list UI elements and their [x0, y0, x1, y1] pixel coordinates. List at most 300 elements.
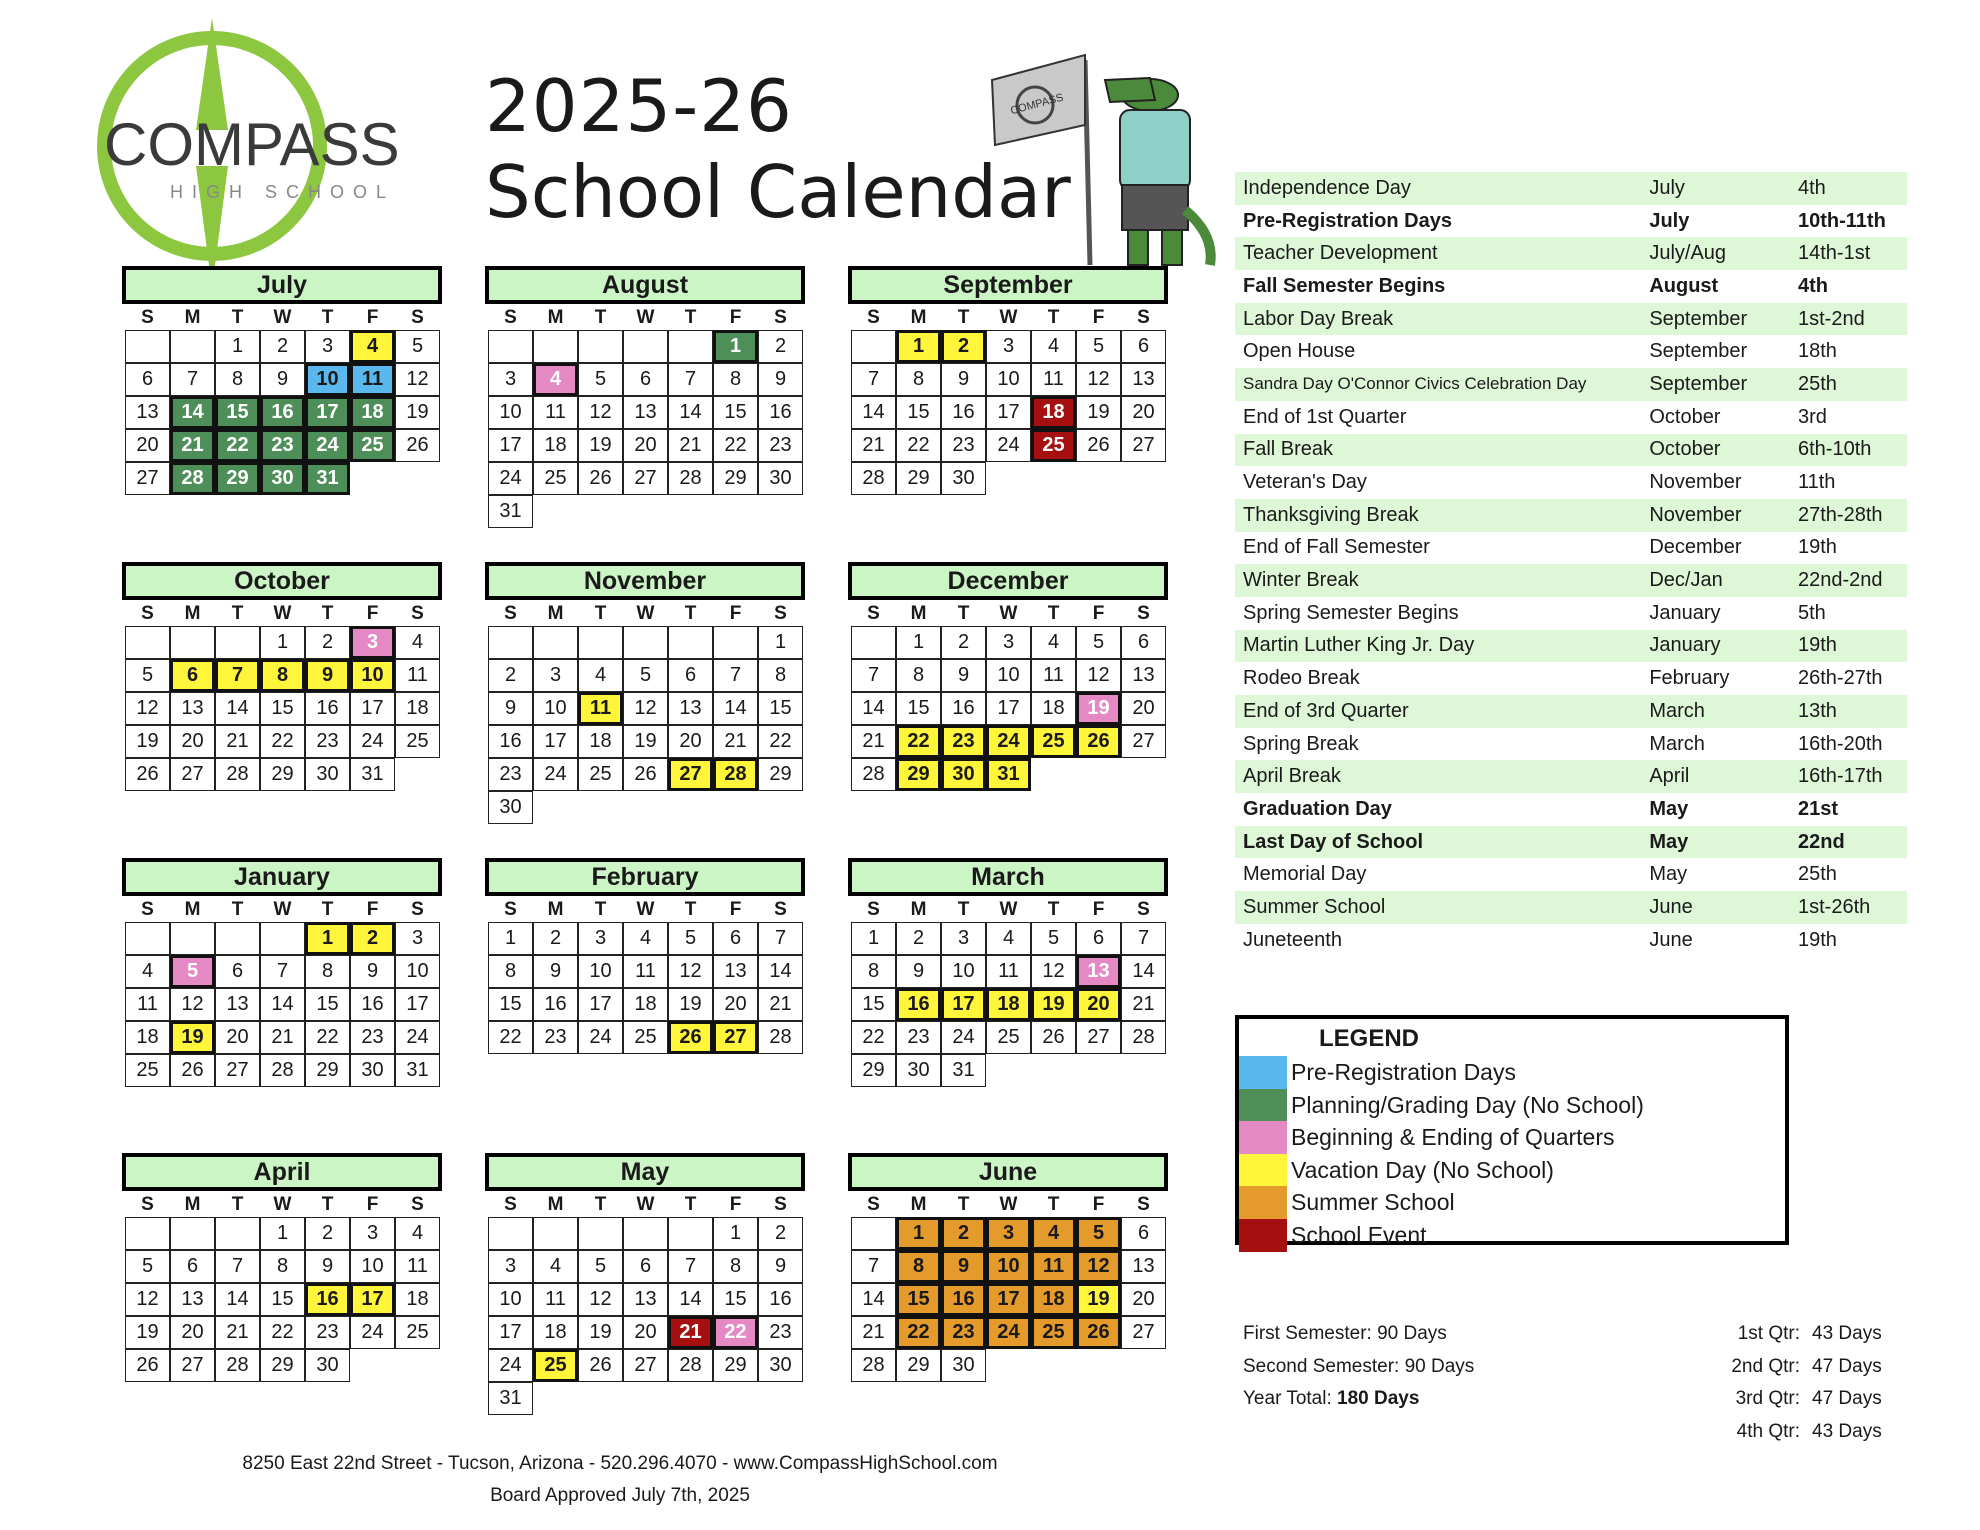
- weekday-letter: S: [141, 899, 154, 920]
- empty-day-cell: [170, 1217, 215, 1250]
- day-cell: 12: [1076, 659, 1121, 692]
- legend-label: Beginning & Ending of Quarters: [1291, 1124, 1615, 1150]
- legend-box: [1235, 1015, 1789, 1248]
- day-cell: 6: [668, 659, 713, 692]
- day-cell: 25: [395, 1316, 440, 1349]
- weekday-letter: T: [957, 603, 970, 624]
- weekday-letter: T: [321, 899, 334, 920]
- day-cell: 19: [170, 1021, 215, 1054]
- day-cell: 22: [260, 1316, 305, 1349]
- day-cell: 8: [713, 363, 758, 396]
- month-header: September: [848, 266, 1168, 304]
- day-cell: 8: [488, 955, 533, 988]
- weekday-letter: S: [141, 603, 154, 624]
- day-cell: 13: [623, 396, 668, 429]
- day-cell: 23: [533, 1021, 578, 1054]
- month-october: [122, 562, 442, 791]
- day-cell: 27: [170, 1349, 215, 1382]
- empty-day-cell: [488, 626, 533, 659]
- event-month: October: [1649, 405, 1721, 428]
- weekday-letter: F: [366, 307, 379, 328]
- day-cell: 16: [260, 396, 305, 429]
- empty-day-cell: [125, 922, 170, 955]
- day-cell: 5: [125, 659, 170, 692]
- empty-day-cell: [533, 1217, 578, 1250]
- day-cell: 22: [305, 1021, 350, 1054]
- event-name: Open House: [1243, 340, 1356, 363]
- event-name: Sandra Day O'Connor Civics Celebration Day: [1243, 374, 1587, 394]
- empty-day-cell: [851, 1217, 896, 1250]
- month-september: [848, 266, 1168, 495]
- quarter-label: 3rd Qtr:: [1735, 1388, 1800, 1409]
- weekday-letter: W: [636, 603, 655, 624]
- day-cell: 5: [623, 659, 668, 692]
- day-cell: 22: [488, 1021, 533, 1054]
- day-cell: 25: [125, 1054, 170, 1087]
- weekday-letter: W: [273, 603, 292, 624]
- day-cell: 3: [986, 626, 1031, 659]
- day-cell: 2: [941, 1217, 986, 1250]
- event-month: November: [1649, 471, 1742, 494]
- svg-text:COMPASS: COMPASS: [1009, 91, 1065, 118]
- weekday-letter: S: [411, 1194, 424, 1215]
- day-cell: 13: [170, 692, 215, 725]
- event-name: Winter Break: [1243, 569, 1359, 592]
- event-dates: 25th: [1797, 372, 1837, 395]
- empty-day-cell: [488, 330, 533, 363]
- day-cell: 29: [260, 758, 305, 791]
- day-cell: 3: [941, 922, 986, 955]
- day-cell: 16: [758, 396, 803, 429]
- day-cell: 24: [533, 758, 578, 791]
- day-cell: 3: [350, 1217, 395, 1250]
- day-cell: 5: [170, 955, 215, 988]
- event-row: [1235, 270, 1907, 303]
- event-row: [1235, 826, 1907, 859]
- month-february: [485, 858, 805, 1054]
- day-cell: 23: [350, 1021, 395, 1054]
- day-cell: 3: [305, 330, 350, 363]
- day-cell: 3: [488, 1250, 533, 1283]
- event-dates: 4th: [1797, 176, 1826, 199]
- empty-day-cell: [215, 1217, 260, 1250]
- event-row: [1235, 924, 1907, 957]
- day-cell: 30: [305, 1349, 350, 1382]
- day-cell: 31: [305, 462, 350, 495]
- weekday-row: [125, 600, 442, 626]
- legend-swatch: [1239, 1121, 1287, 1154]
- day-cell: 17: [986, 396, 1031, 429]
- day-cell: 12: [578, 1283, 623, 1316]
- day-cell: 25: [578, 758, 623, 791]
- weekday-letter: F: [366, 899, 379, 920]
- day-cell: 26: [125, 1349, 170, 1382]
- day-cell: 30: [941, 758, 986, 791]
- event-dates: 22nd: [1797, 830, 1845, 853]
- day-cell: 15: [758, 692, 803, 725]
- day-cell: 24: [395, 1021, 440, 1054]
- day-cell: 13: [215, 988, 260, 1021]
- day-cell: 24: [986, 1316, 1031, 1349]
- day-cell: 28: [170, 462, 215, 495]
- day-cell: 17: [533, 725, 578, 758]
- second-semester-days: Second Semester: 90 Days: [1243, 1355, 1475, 1377]
- day-cell: 16: [896, 988, 941, 1021]
- day-cell: 1: [713, 330, 758, 363]
- event-name: Teacher Development: [1243, 242, 1438, 265]
- day-cell: 1: [215, 330, 260, 363]
- day-cell: 18: [395, 1283, 440, 1316]
- day-grid: [125, 626, 442, 791]
- day-cell: 7: [668, 363, 713, 396]
- day-cell: 18: [350, 396, 395, 429]
- day-cell: 6: [1121, 1217, 1166, 1250]
- day-cell: 27: [125, 462, 170, 495]
- day-cell: 7: [851, 363, 896, 396]
- day-cell: 11: [533, 396, 578, 429]
- day-cell: 3: [350, 626, 395, 659]
- weekday-letter: M: [184, 1194, 201, 1215]
- day-cell: 28: [713, 758, 758, 791]
- day-grid: [125, 1217, 442, 1382]
- day-cell: 6: [1121, 626, 1166, 659]
- day-cell: 4: [125, 955, 170, 988]
- quarter-label: 1st Qtr:: [1737, 1323, 1800, 1344]
- day-cell: 31: [941, 1054, 986, 1087]
- day-cell: 19: [668, 988, 713, 1021]
- empty-day-cell: [668, 330, 713, 363]
- event-dates: 16th-17th: [1797, 765, 1883, 788]
- legend-label: Vacation Day (No School): [1291, 1156, 1554, 1183]
- month-header: March: [848, 858, 1168, 896]
- day-cell: 17: [395, 988, 440, 1021]
- day-cell: 4: [533, 363, 578, 396]
- day-cell: 25: [533, 1349, 578, 1382]
- weekday-letter: T: [594, 603, 607, 624]
- day-cell: 22: [260, 725, 305, 758]
- day-cell: 27: [215, 1054, 260, 1087]
- weekday-letter: T: [321, 307, 334, 328]
- day-cell: 31: [986, 758, 1031, 791]
- empty-day-cell: [578, 1217, 623, 1250]
- event-name: Spring Semester Begins: [1243, 601, 1459, 624]
- day-cell: 21: [851, 725, 896, 758]
- first-semester-days: First Semester: 90 Days: [1243, 1323, 1447, 1344]
- weekday-letter: W: [273, 1194, 292, 1215]
- event-name: Rodeo Break: [1243, 667, 1360, 690]
- event-name: Juneteenth: [1243, 928, 1342, 951]
- day-cell: 10: [488, 1283, 533, 1316]
- day-cell: 20: [1121, 1283, 1166, 1316]
- event-month: January: [1649, 634, 1721, 657]
- day-cell: 26: [1076, 725, 1121, 758]
- day-cell: 25: [623, 1021, 668, 1054]
- day-cell: 7: [713, 659, 758, 692]
- day-cell: 28: [260, 1054, 305, 1087]
- event-name: Fall Semester Begins: [1243, 274, 1446, 297]
- event-row: [1235, 401, 1907, 434]
- day-cell: 25: [986, 1021, 1031, 1054]
- legend-item: [1239, 1089, 1644, 1122]
- day-cell: 21: [1121, 988, 1166, 1021]
- event-dates: 6th-10th: [1797, 438, 1872, 461]
- event-row: [1235, 303, 1907, 336]
- legend-label: Pre-Registration Days: [1291, 1059, 1516, 1085]
- day-cell: 17: [941, 988, 986, 1021]
- day-cell: 12: [1076, 1250, 1121, 1283]
- day-cell: 9: [305, 659, 350, 692]
- event-dates: 3rd: [1797, 405, 1827, 428]
- day-cell: 22: [713, 1316, 758, 1349]
- day-cell: 24: [986, 725, 1031, 758]
- day-cell: 7: [215, 659, 260, 692]
- month-november: [485, 562, 805, 824]
- weekday-row: [851, 304, 1168, 330]
- day-grid: [488, 922, 805, 1054]
- day-cell: 24: [488, 1349, 533, 1382]
- event-dates: 1st-26th: [1797, 895, 1871, 918]
- title-text: School Calendar: [485, 150, 1071, 234]
- event-name: Thanksgiving Break: [1243, 503, 1419, 526]
- day-cell: 18: [986, 988, 1031, 1021]
- day-cell: 23: [896, 1021, 941, 1054]
- day-cell: 27: [668, 758, 713, 791]
- day-cell: 20: [1121, 692, 1166, 725]
- day-cell: 23: [260, 429, 305, 462]
- title-year: 2025-26: [485, 64, 793, 148]
- event-dates: 19th: [1797, 928, 1837, 951]
- day-cell: 24: [941, 1021, 986, 1054]
- day-cell: 19: [1076, 396, 1121, 429]
- day-cell: 4: [350, 330, 395, 363]
- day-cell: 2: [305, 626, 350, 659]
- empty-day-cell: [668, 626, 713, 659]
- event-row: [1235, 793, 1907, 826]
- day-grid: [488, 626, 805, 824]
- day-cell: 16: [941, 1283, 986, 1316]
- year-total-label: Year Total:: [1243, 1388, 1338, 1409]
- month-april: [122, 1153, 442, 1382]
- weekday-letter: T: [321, 1194, 334, 1215]
- day-cell: 19: [578, 1316, 623, 1349]
- event-name: Fall Break: [1243, 438, 1334, 461]
- weekday-row: [851, 896, 1168, 922]
- day-cell: 10: [986, 659, 1031, 692]
- day-cell: 20: [623, 429, 668, 462]
- day-cell: 21: [668, 429, 713, 462]
- empty-day-cell: [170, 626, 215, 659]
- day-cell: 16: [941, 396, 986, 429]
- weekday-letter: S: [411, 899, 424, 920]
- day-cell: 5: [1076, 330, 1121, 363]
- day-grid: [851, 626, 1168, 791]
- weekday-letter: F: [729, 603, 742, 624]
- event-month: September: [1649, 307, 1748, 330]
- day-cell: 14: [851, 692, 896, 725]
- day-cell: 11: [350, 363, 395, 396]
- day-cell: 13: [1076, 955, 1121, 988]
- day-cell: 10: [986, 1250, 1031, 1283]
- day-cell: 9: [488, 692, 533, 725]
- weekday-letter: T: [594, 307, 607, 328]
- month-header: August: [485, 266, 805, 304]
- footer-approved: Board Approved July 7th, 2025: [490, 1485, 750, 1506]
- empty-day-cell: [623, 1217, 668, 1250]
- day-cell: 6: [1076, 922, 1121, 955]
- day-cell: 25: [533, 462, 578, 495]
- event-dates: 19th: [1797, 634, 1837, 657]
- empty-day-cell: [668, 1217, 713, 1250]
- empty-day-cell: [623, 626, 668, 659]
- day-cell: 4: [395, 1217, 440, 1250]
- event-month: January: [1649, 601, 1721, 624]
- day-cell: 8: [260, 1250, 305, 1283]
- day-cell: 6: [170, 1250, 215, 1283]
- weekday-letter: S: [774, 307, 787, 328]
- month-header: April: [122, 1153, 442, 1191]
- quarter-label: 4th Qtr:: [1736, 1420, 1800, 1442]
- day-cell: 23: [941, 429, 986, 462]
- quarter-days: 43 Days: [1812, 1420, 1882, 1442]
- weekday-letter: M: [910, 899, 927, 920]
- day-cell: 25: [1031, 1316, 1076, 1349]
- weekday-letter: W: [636, 899, 655, 920]
- day-cell: 28: [215, 758, 260, 791]
- day-cell: 18: [533, 1316, 578, 1349]
- weekday-letter: S: [1137, 1194, 1150, 1215]
- empty-day-cell: [851, 626, 896, 659]
- weekday-letter: S: [1137, 603, 1150, 624]
- event-dates: 1st-2nd: [1797, 307, 1865, 330]
- weekday-letter: M: [184, 603, 201, 624]
- day-cell: 18: [578, 725, 623, 758]
- day-cell: 5: [668, 922, 713, 955]
- day-cell: 13: [1121, 1250, 1166, 1283]
- day-cell: 9: [941, 659, 986, 692]
- day-cell: 12: [125, 1283, 170, 1316]
- weekday-letter: T: [1047, 603, 1060, 624]
- day-cell: 24: [350, 725, 395, 758]
- day-cell: 10: [305, 363, 350, 396]
- day-cell: 26: [1076, 1316, 1121, 1349]
- day-cell: 6: [623, 1250, 668, 1283]
- event-month: December: [1649, 536, 1742, 559]
- day-cell: 27: [1076, 1021, 1121, 1054]
- day-cell: 13: [623, 1283, 668, 1316]
- day-cell: 13: [170, 1283, 215, 1316]
- empty-day-cell: [125, 626, 170, 659]
- day-cell: 25: [395, 725, 440, 758]
- day-cell: 17: [488, 429, 533, 462]
- event-row: [1235, 564, 1907, 597]
- day-cell: 8: [896, 363, 941, 396]
- weekday-letter: M: [547, 899, 564, 920]
- event-dates: 5th: [1797, 601, 1826, 624]
- weekday-letter: S: [1137, 899, 1150, 920]
- event-name: April Break: [1243, 765, 1341, 788]
- event-row: [1235, 760, 1907, 793]
- day-cell: 30: [488, 791, 533, 824]
- day-cell: 28: [215, 1349, 260, 1382]
- day-cell: 2: [350, 922, 395, 955]
- event-dates: 13th: [1797, 699, 1837, 722]
- day-cell: 8: [305, 955, 350, 988]
- event-month: May: [1649, 863, 1688, 886]
- day-cell: 26: [170, 1054, 215, 1087]
- day-cell: 22: [851, 1021, 896, 1054]
- day-cell: 2: [758, 1217, 803, 1250]
- day-cell: 9: [896, 955, 941, 988]
- compass-logo: [82, 18, 442, 288]
- event-month: March: [1649, 699, 1705, 722]
- month-header: January: [122, 858, 442, 896]
- day-cell: 29: [305, 1054, 350, 1087]
- day-cell: 29: [896, 462, 941, 495]
- day-cell: 11: [623, 955, 668, 988]
- weekday-letter: T: [684, 1194, 697, 1215]
- event-row: [1235, 858, 1907, 891]
- day-cell: 20: [215, 1021, 260, 1054]
- weekday-letter: S: [1137, 307, 1150, 328]
- day-cell: 16: [941, 692, 986, 725]
- event-row: [1235, 728, 1907, 761]
- day-cell: 16: [488, 725, 533, 758]
- day-cell: 9: [305, 1250, 350, 1283]
- day-cell: 20: [170, 1316, 215, 1349]
- empty-day-cell: [125, 330, 170, 363]
- event-row: [1235, 662, 1907, 695]
- month-january: [122, 858, 442, 1087]
- day-cell: 26: [1031, 1021, 1076, 1054]
- day-cell: 18: [1031, 396, 1076, 429]
- day-cell: 20: [668, 725, 713, 758]
- event-name: Martin Luther King Jr. Day: [1243, 634, 1475, 657]
- footer-address: 8250 East 22nd Street - Tucson, Arizona - 520.296.4070 - www.CompassHighSchool.com: [242, 1453, 998, 1474]
- weekday-letter: S: [411, 307, 424, 328]
- month-header: July: [122, 266, 442, 304]
- day-cell: 27: [1121, 725, 1166, 758]
- weekday-letter: F: [729, 899, 742, 920]
- day-cell: 23: [305, 725, 350, 758]
- event-name: Labor Day Break: [1243, 307, 1394, 330]
- day-cell: 26: [668, 1021, 713, 1054]
- day-cell: 17: [350, 1283, 395, 1316]
- day-cell: 7: [1121, 922, 1166, 955]
- day-cell: 15: [260, 692, 305, 725]
- weekday-letter: M: [547, 307, 564, 328]
- day-cell: 17: [986, 1283, 1031, 1316]
- day-cell: 23: [941, 725, 986, 758]
- event-dates: 4th: [1797, 274, 1828, 297]
- event-name: Graduation Day: [1243, 797, 1392, 820]
- weekday-letter: T: [231, 603, 244, 624]
- day-cell: 12: [668, 955, 713, 988]
- day-cell: 11: [395, 1250, 440, 1283]
- day-cell: 14: [668, 1283, 713, 1316]
- day-cell: 3: [986, 330, 1031, 363]
- day-cell: 14: [1121, 955, 1166, 988]
- empty-day-cell: [713, 626, 758, 659]
- event-dates: 11th: [1797, 471, 1836, 494]
- day-cell: 22: [896, 725, 941, 758]
- day-cell: 29: [758, 758, 803, 791]
- day-cell: 22: [896, 429, 941, 462]
- weekday-row: [125, 896, 442, 922]
- day-cell: 8: [896, 659, 941, 692]
- day-cell: 5: [395, 330, 440, 363]
- day-cell: 13: [125, 396, 170, 429]
- day-cell: 27: [623, 462, 668, 495]
